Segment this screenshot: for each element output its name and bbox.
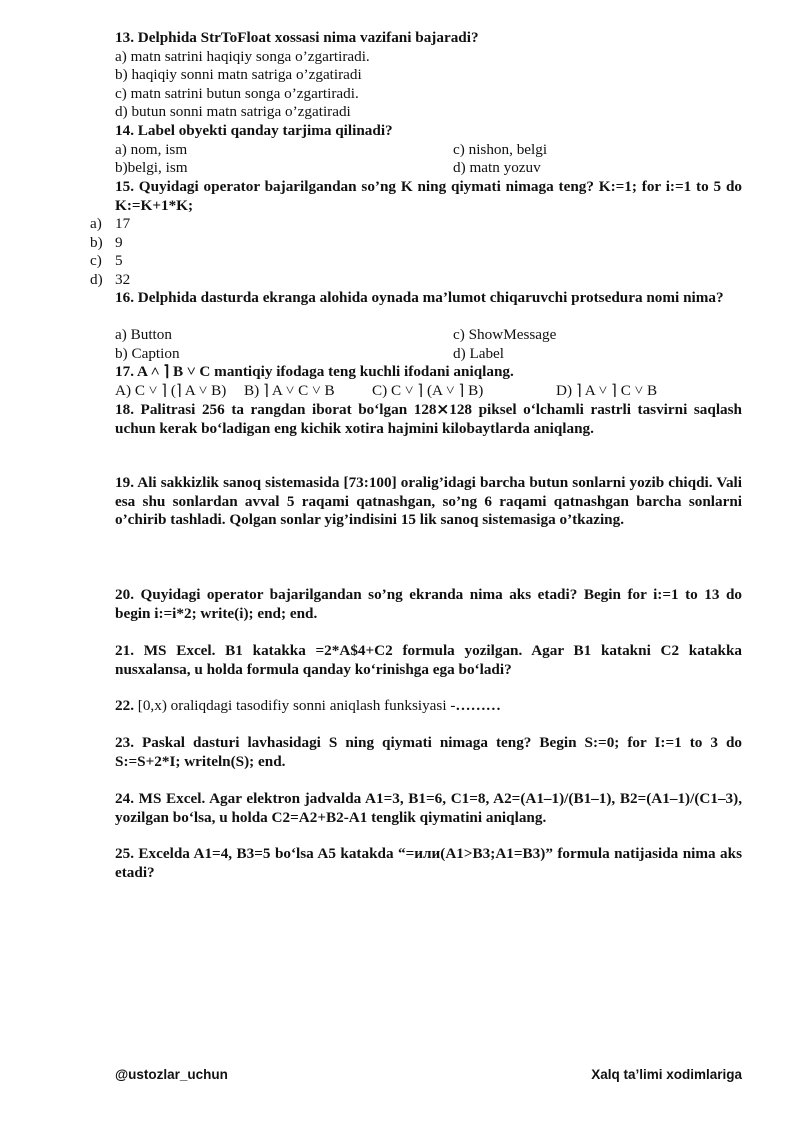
q21-text: 21. MS Excel. B1 katakka =2*A$4+C2 formula yozilgan. Agar B1 katakni C2 katakka nusxalansa, u holda formula qanday ko‘rinishga ega bo‘ladi? (115, 642, 742, 678)
q13-title: 13. Delphida StrToFloat xossasi nima vazifani bajaradi? (115, 29, 479, 46)
q16-option-a: a) Button (115, 326, 172, 343)
footer-right-caption: Xalq ta’limi xodimlariga (591, 1067, 742, 1082)
q23-text: 23. Paskal dasturi lavhasidagi S ning qiymati nimaga teng? Begin S:=0; for I:=1 to 3 do S:=S+2*I; writeln(S); end. (115, 734, 742, 770)
q16-title: 16. Delphida dasturda ekranga alohida oynada ma’lumot chiqaruvchi protsedura nomi nima? (115, 289, 724, 306)
q16-option-d: d) Label (453, 345, 505, 362)
q13-option-b: b) haqiqiy sonni matn satriga o’zgatiradi (115, 66, 362, 83)
q15-option-c-marker: c) (90, 252, 102, 269)
q17-option-c: C) C ˅ ⌉ (A ˅ ⌉ B) (372, 382, 484, 399)
q14-option-d: d) matn yozuv (453, 159, 541, 176)
q17-option-b: B) ⌉ A ˅ C ˅ B (244, 382, 335, 399)
q19-text: 19. Ali sakkizlik sanoq sistemasida [73:100] oralig’idagi barcha butun sonlarni yozib chiqdi. Vali esa shu sonlardan avval 5 raqami qatnashgan, so’ng 6 raqami qatnashgan barcha sonlarni o’chirib tashladi. Qolgan sonlar yig’indisini 15 lik sanoq sistemasiga o’tkazing. (115, 474, 742, 528)
q16-option-c: c) ShowMessage (453, 326, 557, 343)
footer-left-handle: @ustozlar_uchun (115, 1067, 228, 1082)
q20-text: 20. Quyidagi operator bajarilgandan so’ng ekranda nima aks etadi? Begin for i:=1 to 13 do begin i:=i*2; write(i); end; end. (115, 586, 742, 622)
q15-option-a-marker: a) (90, 215, 102, 232)
q22-text: [0,x) oraliqdagi tasodifiy sonni aniqlash funksiyasi - (137, 697, 456, 714)
q15-option-b-value: 9 (115, 234, 123, 251)
q14-option-b: b)belgi, ism (115, 159, 188, 176)
q13-option-a: a) matn satrini haqiqiy songa o’zgartiradi. (115, 48, 370, 65)
q15-option-a-value: 17 (115, 215, 131, 232)
q14-option-a: a) nom, ism (115, 141, 188, 158)
q22-dots: ……… (455, 697, 501, 714)
q16-option-b: b) Caption (115, 345, 180, 362)
q14-option-c: c) nishon, belgi (453, 141, 548, 158)
q17-option-a: A) C ˅ ⌉ (⌉ A ˅ B) (115, 382, 227, 399)
q14-title: 14. Label obyekti qanday tarjima qilinadi? (115, 122, 393, 139)
q13-option-d: d) butun sonni matn satriga o’zgatiradi (115, 103, 351, 120)
q17-title: 17. A ˄ ⌉ B ˅ C mantiqiy ifodaga teng kuchli ifodani aniqlang. (115, 363, 514, 380)
q22-line (115, 697, 501, 716)
q15-option-d-marker: d) (90, 271, 103, 288)
q13-option-c: c) matn satrini butun songa o’zgartiradi. (115, 85, 359, 102)
q15-option-d-value: 32 (115, 271, 131, 288)
q17-option-d: D) ⌉ A ˅ ⌉ C ˅ B (556, 382, 658, 399)
q18-text: 18. Palitrasi 256 ta rangdan iborat bo‘lgan 128⨯128 piksel o‘lchamli rastrli tasvirni saqlash uchun kerak bo‘ladigan eng kichik xotira hajmini kilobaytlarda aniqlang. (115, 401, 742, 437)
q24-text: 24. MS Excel. Agar elektron jadvalda A1=3, B1=6, C1=8, A2=(A1–1)/(B1–1), B2=(A1–1)/(C1–3), yozilgan bo‘lsa, u holda C2=A2+B2-A1 tenglik qiymatini aniqlang. (115, 790, 742, 826)
q15-option-b-marker: b) (90, 234, 103, 251)
q22-number: 22. (115, 697, 134, 714)
q25-text: 25. Excelda A1=4, B3=5 bo‘lsa A5 katakda “=или(A1>B3;A1=B3)” formula natijasida nima aks etadi? (115, 845, 742, 881)
q15-option-c-value: 5 (115, 252, 123, 269)
q15-title: 15. Quyidagi operator bajarilgandan so’ng K ning qiymati nimaga teng? K:=1; for i:=1 to 5 do K:=K+1*K; (115, 178, 742, 214)
